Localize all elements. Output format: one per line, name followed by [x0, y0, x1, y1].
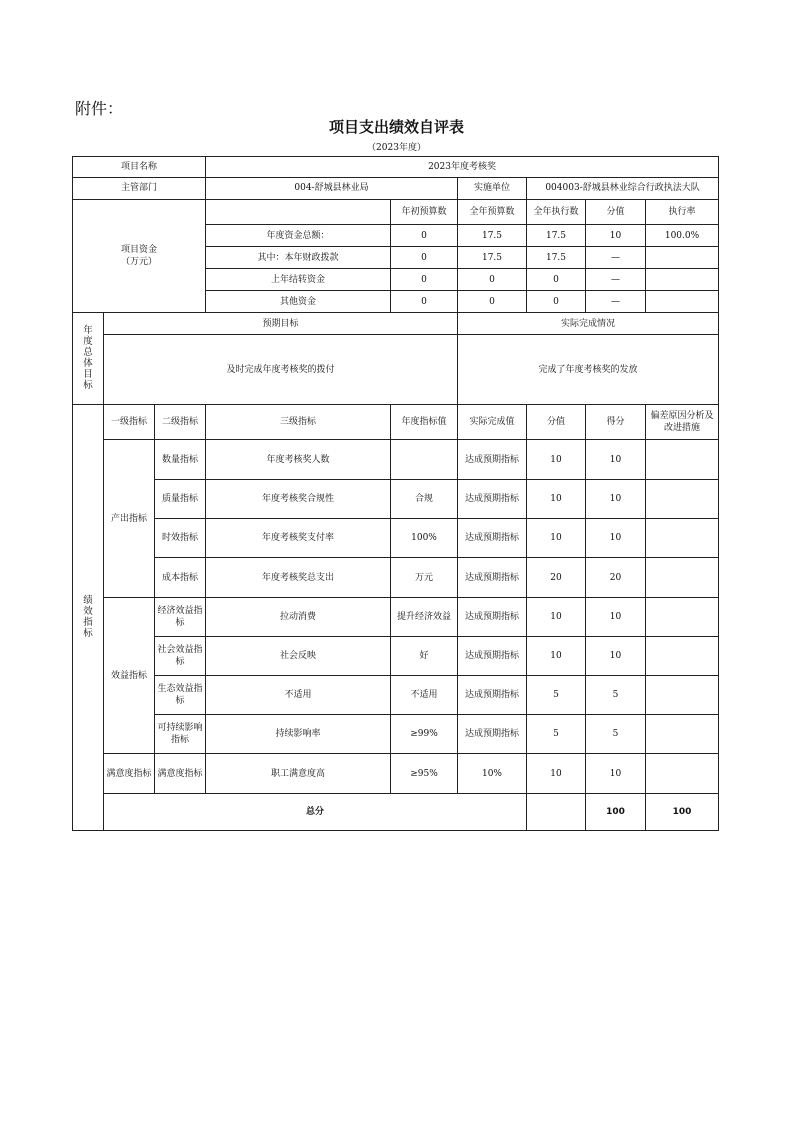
level1-benefit: 效益指标	[104, 598, 155, 754]
level3-indicator: 年度考核奖合规性	[206, 480, 391, 519]
total-got: 100	[646, 794, 719, 831]
implementing-unit-label: 实施单位	[458, 178, 527, 200]
got-score: 10	[586, 598, 646, 637]
indicator-row	[73, 519, 719, 558]
funds-cell	[646, 269, 719, 291]
level2-indicator: 生态效益指标	[155, 676, 206, 715]
funds-header-blank	[206, 200, 391, 225]
annual-target: ≥99%	[391, 715, 458, 754]
funds-header-row	[73, 200, 719, 225]
performance-indicator-label	[73, 405, 104, 831]
deviation-note	[646, 637, 719, 676]
funds-cell: —	[586, 247, 646, 269]
funds-row-label: 其中：本年财政拨款	[206, 247, 391, 269]
funds-cell: 0	[527, 269, 586, 291]
got-score: 10	[586, 480, 646, 519]
deviation-note	[646, 754, 719, 794]
implementing-unit-value: 004003-舒城县林业综合行政执法大队	[527, 178, 719, 200]
deviation-note	[646, 480, 719, 519]
annual-target	[391, 440, 458, 480]
indicator-header-row	[73, 405, 719, 440]
funds-header: 全年执行数	[527, 200, 586, 225]
funds-row-label: 上年结转资金	[206, 269, 391, 291]
level2-indicator: 可持续影响指标	[155, 715, 206, 754]
funds-cell: 17.5	[527, 225, 586, 247]
level2-indicator: 满意度指标	[155, 754, 206, 794]
funds-cell: —	[586, 269, 646, 291]
score-value: 5	[527, 715, 586, 754]
total-row	[73, 794, 719, 831]
score-value: 10	[527, 598, 586, 637]
level1-output: 产出指标	[104, 440, 155, 598]
score-value: 20	[527, 558, 586, 598]
level3-indicator: 年度考核奖支付率	[206, 519, 391, 558]
funds-cell: 100.0%	[646, 225, 719, 247]
score-value: 10	[527, 754, 586, 794]
goal-content-row	[73, 335, 719, 405]
goal-header-row	[73, 313, 719, 335]
level3-indicator: 职工满意度高	[206, 754, 391, 794]
indicator-header: 年度指标值	[391, 405, 458, 440]
annual-target: 好	[391, 637, 458, 676]
deviation-note	[646, 519, 719, 558]
score-value: 10	[527, 519, 586, 558]
indicator-header: 偏差原因分析及改进措施	[646, 405, 719, 440]
indicator-row	[73, 480, 719, 519]
funds-header: 分值	[586, 200, 646, 225]
funds-cell	[646, 247, 719, 269]
indicator-header: 三级指标	[206, 405, 391, 440]
funds-cell	[646, 291, 719, 313]
department-row	[73, 178, 719, 200]
level3-indicator: 不适用	[206, 676, 391, 715]
annual-goal-label-text: 年度总体目标	[83, 324, 93, 391]
funds-header: 执行率	[646, 200, 719, 225]
annual-target: ≥95%	[391, 754, 458, 794]
funds-label: 项目资金 （万元）	[73, 200, 206, 313]
level3-indicator: 年度考核奖人数	[206, 440, 391, 480]
score-value: 10	[527, 637, 586, 676]
score-value: 5	[527, 676, 586, 715]
total-score: 100	[586, 794, 646, 831]
indicator-header: 实际完成值	[458, 405, 527, 440]
indicator-row	[73, 754, 719, 794]
funds-cell: 17.5	[458, 247, 527, 269]
indicator-header: 一级指标	[104, 405, 155, 440]
level2-indicator: 成本指标	[155, 558, 206, 598]
funds-cell: 0	[391, 225, 458, 247]
level1-satisfaction: 满意度指标	[104, 754, 155, 794]
level2-indicator: 数量指标	[155, 440, 206, 480]
funds-cell: 0	[391, 291, 458, 313]
funds-row-label: 年度资金总额：	[206, 225, 391, 247]
level2-indicator: 质量指标	[155, 480, 206, 519]
level2-indicator: 时效指标	[155, 519, 206, 558]
got-score: 20	[586, 558, 646, 598]
annual-goal-label	[73, 313, 104, 405]
project-name-row	[73, 157, 719, 178]
actual-value: 达成预期指标	[458, 440, 527, 480]
annual-target: 万元	[391, 558, 458, 598]
funds-cell: 0	[458, 269, 527, 291]
actual-value: 10%	[458, 754, 527, 794]
funds-cell: 0	[527, 291, 586, 313]
deviation-note	[646, 676, 719, 715]
got-score: 10	[586, 637, 646, 676]
actual-value: 达成预期指标	[458, 715, 527, 754]
deviation-note	[646, 558, 719, 598]
actual-value: 达成预期指标	[458, 558, 527, 598]
funds-header: 年初预算数	[391, 200, 458, 225]
indicator-header: 得分	[586, 405, 646, 440]
indicator-row	[73, 440, 719, 480]
level2-indicator: 社会效益指标	[155, 637, 206, 676]
annual-target: 合规	[391, 480, 458, 519]
funds-row-label: 其他资金	[206, 291, 391, 313]
project-name-label: 项目名称	[73, 157, 206, 178]
funds-cell: 0	[458, 291, 527, 313]
department-value: 004-舒城县林业局	[206, 178, 458, 200]
expected-goal-text: 及时完成年度考核奖的拨付	[104, 335, 458, 405]
funds-cell: 17.5	[527, 247, 586, 269]
actual-value: 达成预期指标	[458, 598, 527, 637]
indicator-row	[73, 676, 719, 715]
deviation-note	[646, 715, 719, 754]
actual-value: 达成预期指标	[458, 519, 527, 558]
actual-value: 达成预期指标	[458, 637, 527, 676]
page-subtitle: （2023年度）	[367, 143, 426, 153]
annual-target: 100%	[391, 519, 458, 558]
actual-value: 达成预期指标	[458, 676, 527, 715]
self-evaluation-table	[72, 156, 719, 831]
expected-goal-header: 预期目标	[104, 313, 458, 335]
indicator-row	[73, 598, 719, 637]
got-score: 5	[586, 715, 646, 754]
got-score: 10	[586, 440, 646, 480]
level2-indicator: 经济效益指标	[155, 598, 206, 637]
funds-header: 全年预算数	[458, 200, 527, 225]
level3-indicator: 年度考核奖总支出	[206, 558, 391, 598]
funds-cell: 10	[586, 225, 646, 247]
project-name-value: 2023年度考核奖	[206, 157, 719, 178]
actual-done-text: 完成了年度考核奖的发放	[458, 335, 719, 405]
funds-cell: 0	[391, 269, 458, 291]
deviation-note	[646, 440, 719, 480]
score-value: 10	[527, 440, 586, 480]
funds-cell: —	[586, 291, 646, 313]
got-score: 5	[586, 676, 646, 715]
got-score: 10	[586, 519, 646, 558]
performance-indicator-label-text: 绩效指标	[83, 594, 93, 639]
indicator-header: 分值	[527, 405, 586, 440]
annual-target: 不适用	[391, 676, 458, 715]
indicator-row	[73, 637, 719, 676]
page-title: 项目支出绩效自评表	[328, 118, 464, 136]
funds-cell: 17.5	[458, 225, 527, 247]
actual-value: 达成预期指标	[458, 480, 527, 519]
actual-done-header: 实际完成情况	[458, 313, 719, 335]
got-score: 10	[586, 754, 646, 794]
level3-indicator: 社会反映	[206, 637, 391, 676]
level3-indicator: 拉动消费	[206, 598, 391, 637]
total-label: 总分	[104, 794, 527, 831]
indicator-row	[73, 558, 719, 598]
attachment-label: 附件：	[75, 99, 124, 118]
funds-cell: 0	[391, 247, 458, 269]
deviation-note	[646, 598, 719, 637]
department-label: 主管部门	[73, 178, 206, 200]
score-value: 10	[527, 480, 586, 519]
total-blank	[527, 794, 586, 831]
indicator-row	[73, 715, 719, 754]
indicator-header: 二级指标	[155, 405, 206, 440]
annual-target: 提升经济效益	[391, 598, 458, 637]
level3-indicator: 持续影响率	[206, 715, 391, 754]
